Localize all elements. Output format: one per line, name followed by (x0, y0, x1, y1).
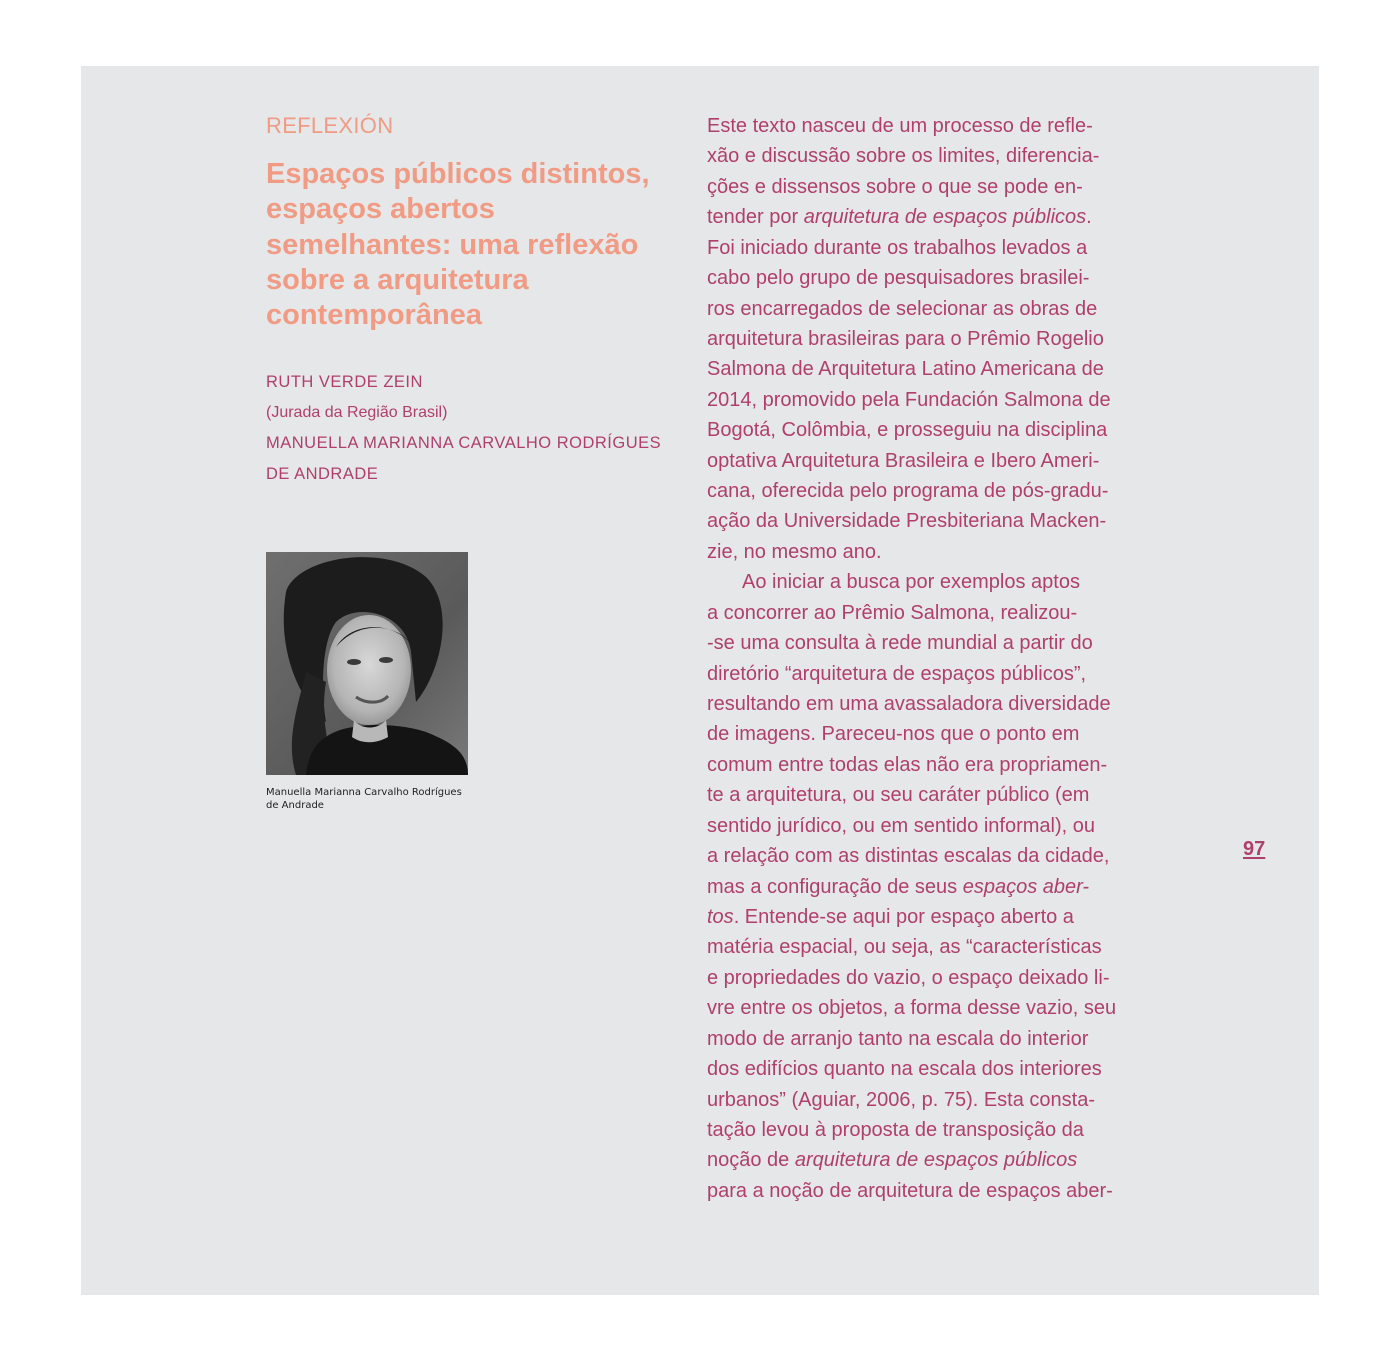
body-text-line (707, 141, 1137, 171)
body-text-segment: resultando em uma avassaladora diversidade (707, 693, 1111, 716)
page-number: 97 (1243, 838, 1266, 860)
article-body (707, 111, 1137, 1206)
body-text-line (707, 385, 1137, 415)
body-text-segment: cana, oferecida pelo programa de pós-gradu- (707, 480, 1109, 503)
body-text-segment: ação da Universidade Presbiteriana Macken- (707, 510, 1107, 533)
body-text-segment: Este texto nasceu de um processo de refle- (707, 115, 1093, 137)
body-text-segment: zie, no mesmo ano. (707, 540, 882, 563)
body-text-line (707, 263, 1137, 293)
body-text-segment: xão e discussão sobre os limites, diferencia- (707, 145, 1100, 168)
author-role: (Jurada da Região Brasil) (266, 403, 448, 421)
body-text-segment: matéria espacial, ou seja, as “características (707, 936, 1102, 959)
author-name: RUTH VERDE ZEIN (266, 373, 423, 392)
body-text-line (707, 354, 1137, 384)
body-text-line (707, 811, 1137, 841)
body-text-segment: sentido jurídico, ou em sentido informal), ou (707, 814, 1095, 837)
body-text-line (707, 932, 1137, 962)
body-text-line (707, 628, 1137, 658)
body-text-line (707, 719, 1137, 749)
body-text-segment: diretório “arquitetura de espaços públicos”, (707, 662, 1087, 685)
body-text-segment: Ao iniciar a busca por exemplos aptos (742, 571, 1080, 594)
body-text-segment: arquitetura brasileiras para o Prêmio Rogelio (707, 327, 1104, 350)
body-text-line (707, 993, 1137, 1023)
body-text-line (707, 506, 1137, 536)
author-list (266, 367, 686, 489)
body-text-segment: dos edifícios quanto na escala dos interiores (707, 1058, 1102, 1081)
body-text-segment: mas a configuração de seus (707, 875, 963, 898)
author-portrait-photo (266, 552, 468, 775)
body-text-segment: e propriedades do vazio, o espaço deixado li- (707, 966, 1110, 989)
body-text-segment: Bogotá, Colômbia, e prosseguiu na disciplina (707, 419, 1108, 442)
body-text-segment: para a noção de arquitetura de espaços aber- (707, 1179, 1113, 1202)
body-text-segment: -se uma consulta à rede mundial a partir do (707, 632, 1093, 655)
body-text-line (707, 172, 1137, 202)
body-text-line (707, 1024, 1137, 1054)
article-header (266, 112, 686, 489)
body-text-segment: de imagens. Pareceu-nos que o ponto em (707, 723, 1080, 746)
body-text-line (707, 689, 1137, 719)
body-text-segment: tender por (707, 206, 804, 229)
body-text-segment: urbanos” (Aguiar, 2006, p. 75). Esta consta- (707, 1088, 1095, 1111)
body-text-line (707, 659, 1137, 689)
body-text-segment: te a arquitetura, ou seu caráter público (em (707, 784, 1090, 807)
body-text-line (707, 233, 1137, 263)
body-text-italic: tos (707, 905, 734, 928)
body-text-line (707, 111, 1137, 141)
caption-line: de Andrade (266, 800, 324, 811)
section-label: REFLEXIÓN (266, 113, 394, 138)
body-text-segment: optativa Arquitetura Brasileira e Ibero Ameri- (707, 449, 1100, 472)
body-text-line (707, 537, 1137, 567)
body-text-line (707, 872, 1137, 902)
body-text-line (707, 415, 1137, 445)
body-text-line (707, 1115, 1137, 1145)
body-text-line (707, 567, 1137, 597)
article-title: Espaços públicos distintos, espaços abertos semelhantes: uma reflexão sobre a arquitetura contemporânea (266, 158, 650, 332)
body-text-line (707, 446, 1137, 476)
body-text-segment: noção de (707, 1149, 795, 1172)
body-text-segment: 2014, promovido pela Fundación Salmona de (707, 388, 1111, 411)
body-text-line (707, 598, 1137, 628)
body-text-line (707, 1085, 1137, 1115)
body-text-italic: arquitetura de espaços públicos (803, 206, 1087, 229)
body-text-line (707, 1054, 1137, 1084)
body-text-segment: a concorrer ao Prêmio Salmona, realizou- (707, 601, 1078, 624)
body-text-segment: vre entre os objetos, a forma desse vazio, seu (707, 997, 1117, 1020)
body-text-italic: arquitetura de espaços públicos (794, 1149, 1078, 1172)
body-text-line (707, 324, 1137, 354)
body-text-segment: a relação com as distintas escalas da cidade, (707, 845, 1110, 868)
body-text-line (707, 294, 1137, 324)
body-text-segment: ros encarregados de selecionar as obras de (707, 297, 1098, 320)
body-text-line (707, 1145, 1137, 1175)
body-text-line (707, 750, 1137, 780)
author-name: MANUELLA MARIANNA CARVALHO RODRÍGUES (266, 434, 662, 453)
body-text-segment: . (1086, 206, 1092, 229)
body-text-line (707, 841, 1137, 871)
body-text-line (707, 963, 1137, 993)
body-text-segment: Foi iniciado durante os trabalhos levados a (707, 236, 1088, 259)
body-text-segment: tação levou à proposta de transposição da (707, 1118, 1084, 1141)
body-text-segment: ções e dissensos sobre o que se pode en- (707, 175, 1083, 198)
body-text-segment: cabo pelo grupo de pesquisadores brasilei- (707, 267, 1090, 290)
body-text-line (707, 202, 1137, 232)
body-text-line (707, 780, 1137, 810)
author-name-continued: DE ANDRADE (266, 464, 379, 483)
body-text-segment: Salmona de Arquitetura Latino Americana de (707, 358, 1104, 381)
photo-caption (266, 786, 476, 812)
body-text-line (707, 1176, 1137, 1206)
body-text-segment: comum entre todas elas não era propriamen- (707, 753, 1108, 776)
caption-line: Manuella Marianna Carvalho Rodrígues (266, 787, 462, 798)
body-text-italic: espaços aber- (962, 875, 1090, 898)
body-text-segment: modo de arranjo tanto na escala do interior (707, 1027, 1089, 1050)
body-text-segment: . Entende-se aqui por espaço aberto a (733, 905, 1074, 928)
body-text-line (707, 476, 1137, 506)
body-text-line (707, 902, 1137, 932)
